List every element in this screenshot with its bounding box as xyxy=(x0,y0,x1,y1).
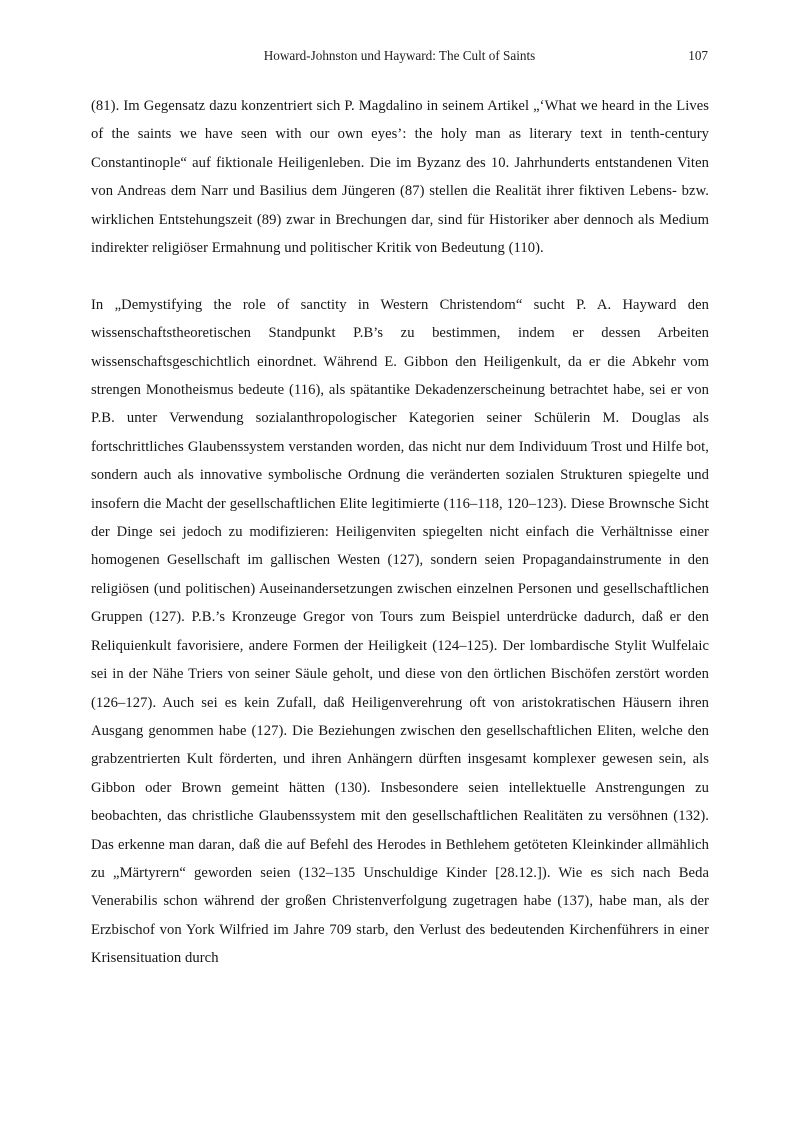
body-text-column xyxy=(91,92,709,973)
paragraph-2: In „Demystifying the role of sanctity in Western Christendom“ sucht P. A. Hayward den wissenschaftstheoretischen Standpunkt P.B’s zu bestimmen, indem er dessen Arbeiten wissenschaftsgeschichtlich einordnet. Während E. Gibbon den Heiligenkult, da er die Abkehr vom strengen Monotheismus bedeute (116), als spätantike Dekadenzerscheinung betrachtet habe, sei er von P.B. unter Verwendung sozialanthropologischer Kategorien seiner Schülerin M. Douglas als fortschrittliches Glaubenssystem verstanden worden, das nicht nur dem Individuum Trost und Hilfe bot, sondern auch als innovative symbolische Ordnung die veränderten sozialen Strukturen spiegelte und insofern die Macht der gesellschaftlichen Elite legitimierte (116–118, 120–123). Diese Brownsche Sicht der Dinge sei jedoch zu modifizieren: Heiligenviten spiegelten nicht einfach die Verhältnisse einer homogenen Gesellschaft im gallischen Westen (127), sondern seien Propagandainstrumente in den religiösen (und politischen) Auseinandersetzungen zwischen einzelnen Personen und gesellschaftlichen Gruppen (127). P.B.’s Kronzeuge Gregor von Tours zum Beispiel unterdrücke dadurch, daß er den Reliquienkult favorisiere, andere Formen der Heiligkeit (124–125). Der lombardische Stylit Wulfelaic sei in der Nähe Triers von seiner Säule geholt, und diese von den örtlichen Bischöfen zerstört worden (126–127). Auch sei es kein Zufall, daß Heiligenverehrung oft von aristokratischen Häusern ihren Ausgang genommen habe (127). Die Beziehungen zwischen den gesellschaftlichen Eliten, welche den grabzentrierten Kult förderten, und ihren Anhängern dürften insgesamt komplexer gewesen sein, als Gibbon oder Brown gemeint hätten (130). Insbesondere seien intellektuelle Anstrengungen zu beobachten, das christliche Glaubenssystem mit den gesellschaftlichen Realitäten zu versöhnen (132). Das erkenne man daran, daß die auf Befehl des Herodes in Bethlehem getöteten Kleinkinder allmählich zu „Märtyrern“ geworden seien (132–135 Unschuldige Kinder [28.12.]). Wie es sich nach Beda Venerabilis schon während der großen Christenverfolgung zugetragen habe (137), habe man, als der Erzbischof von York Wilfried im Jahre 709 starb, den Verlust des bedeutenden Kirchenführers in einer Krisensituation durch xyxy=(91,296,709,967)
running-header xyxy=(91,46,708,66)
running-header-title: Howard-Johnston und Hayward: The Cult of Saints xyxy=(263,48,536,63)
page-number: 107 xyxy=(688,48,708,63)
paragraph-1: (81). Im Gegensatz dazu konzentriert sich P. Magdalino in seinem Artikel „‘What we heard in the Lives of the saints we have seen with our own eyes’: the holy man as literary text in tenth-century Constantinople“ auf fiktionale Heiligenleben. Die im Byzanz des 10. Jahrhunderts entstandenen Viten von Andreas dem Narr und Basilius dem Jüngeren (87) stellen die Realität ihrer fiktiven Lebens- bzw. wirklichen Entstehungszeit (89) zwar in Brechungen dar, sind für Historiker aber dennoch als Medium indirekter religiöser Ermahnung und politischer Kritik von Bedeutung (110). xyxy=(91,98,709,257)
